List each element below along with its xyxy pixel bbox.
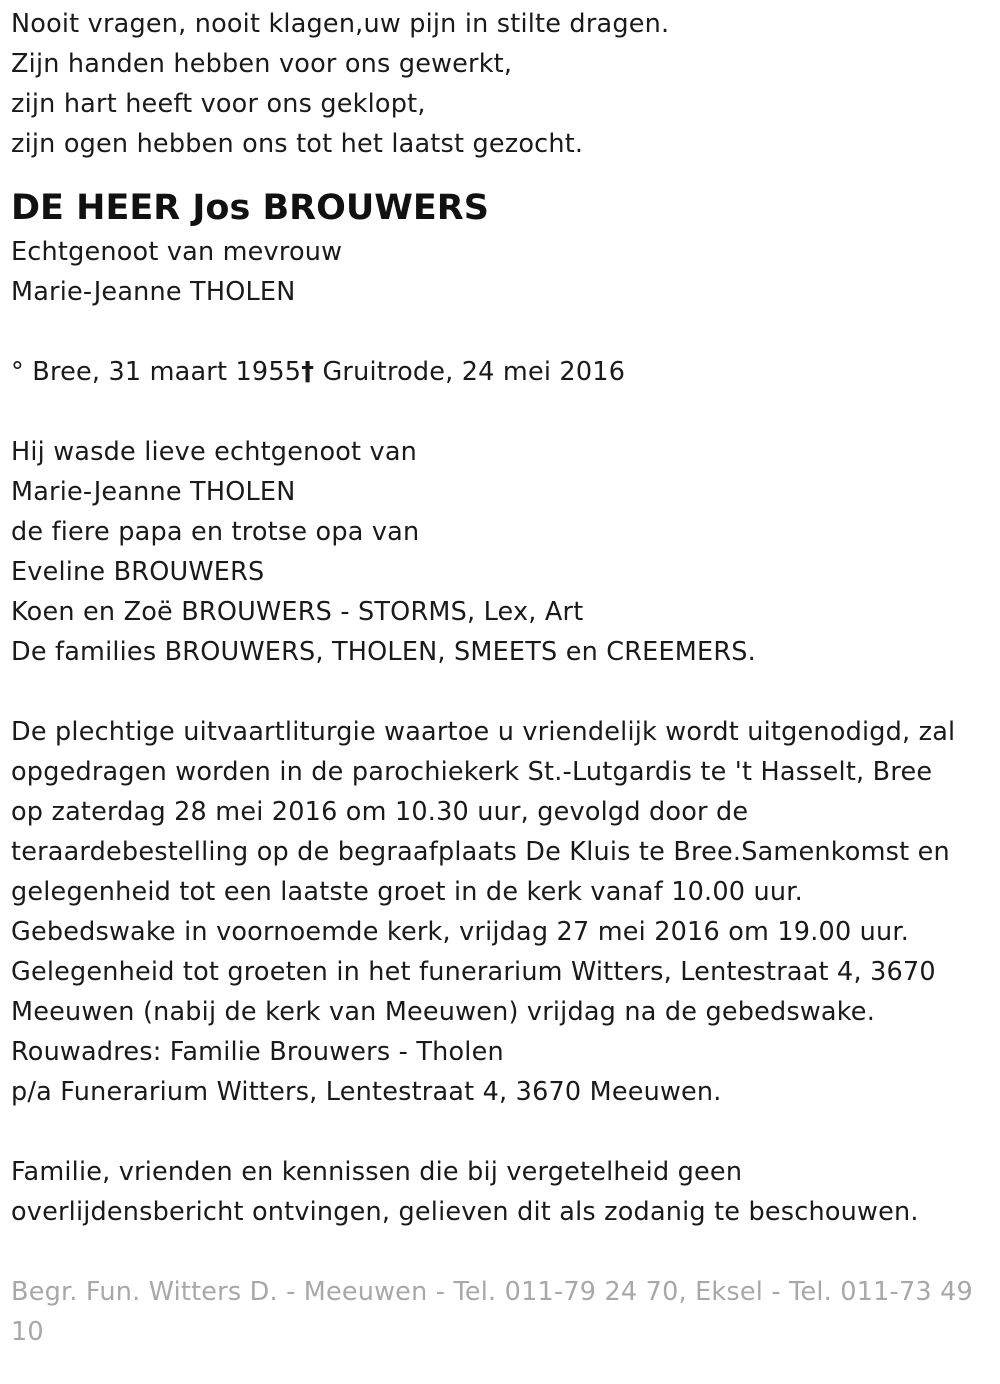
family-line: Marie-Jeanne THOLEN [11,477,296,507]
service-line: opgedragen worden in de parochiekerk St.-Lutgardis te 't Hasselt, Bree [11,757,933,787]
obituary-page [11,4,991,1352]
notice-section [11,1152,991,1232]
service-line: p/a Funerarium Witters, Lentestraat 4, 3670 Meeuwen. [11,1077,722,1107]
service-line: De plechtige uitvaartliturgie waartoe u vriendelijk wordt uitgenodigd, zal [11,717,956,747]
spacer [11,1232,991,1272]
deceased-name: DE HEER Jos BROUWERS [11,188,489,228]
family-line: Koen en Zoë BROUWERS - STORMS, Lex, Art [11,597,584,627]
family-line: De families BROUWERS, THOLEN, SMEETS en CREEMERS. [11,637,756,667]
family-section [11,432,991,672]
spouse-line-1: Echtgenoot van mevrouw [11,237,343,267]
notice-line: Familie, vrienden en kennissen die bij vergetelheid geen [11,1157,743,1187]
family-line: Hij wasde lieve echtgenoot van [11,437,418,467]
footer-text: Begr. Fun. Witters D. - Meeuwen - Tel. 011-79 24 70, Eksel - Tel. 011-73 49 10 [11,1277,973,1347]
death-date: Gruitrode, 24 mei 2016 [314,357,626,387]
spouse-line-2: Marie-Jeanne THOLEN [11,277,296,307]
family-line: de fiere papa en trotse opa van [11,517,420,547]
birth-death-dates [11,352,991,392]
spacer [11,392,991,432]
service-line: Meeuwen (nabij de kerk van Meeuwen) vrijdag na de gebedswake. [11,997,875,1027]
service-line: op zaterdag 28 mei 2016 om 10.30 uur, gevolgd door de [11,797,749,827]
spacer [11,1112,991,1152]
notice-line: overlijdensbericht ontvingen, gelieven dit als zodanig te beschouwen. [11,1197,919,1227]
cross-icon: † [301,357,315,387]
service-line: Gelegenheid tot groeten in het funerarium Witters, Lentestraat 4, 3670 [11,957,936,987]
funeral-home-footer [11,1272,986,1352]
family-line: Eveline BROUWERS [11,557,265,587]
poem-line: Nooit vragen, nooit klagen,uw pijn in stilte dragen. [11,9,670,39]
poem [11,4,991,164]
poem-line: zijn hart heeft voor ons geklopt, [11,89,426,119]
poem-line: zijn ogen hebben ons tot het laatst gezocht. [11,129,584,159]
service-line: teraardebestelling op de begraafplaats De Kluis te Bree.Samenkomst en [11,837,950,867]
birth-date: ° Bree, 31 maart 1955 [11,357,302,387]
spacer [11,672,991,712]
spacer [11,312,991,352]
service-line: Gebedswake in voornoemde kerk, vrijdag 27 mei 2016 om 19.00 uur. [11,917,910,947]
service-section [11,712,991,1112]
poem-line: Zijn handen hebben voor ons gewerkt, [11,49,513,79]
service-line: Rouwadres: Familie Brouwers - Tholen [11,1037,504,1067]
service-line: gelegenheid tot een laatste groet in de kerk vanaf 10.00 uur. [11,877,803,907]
